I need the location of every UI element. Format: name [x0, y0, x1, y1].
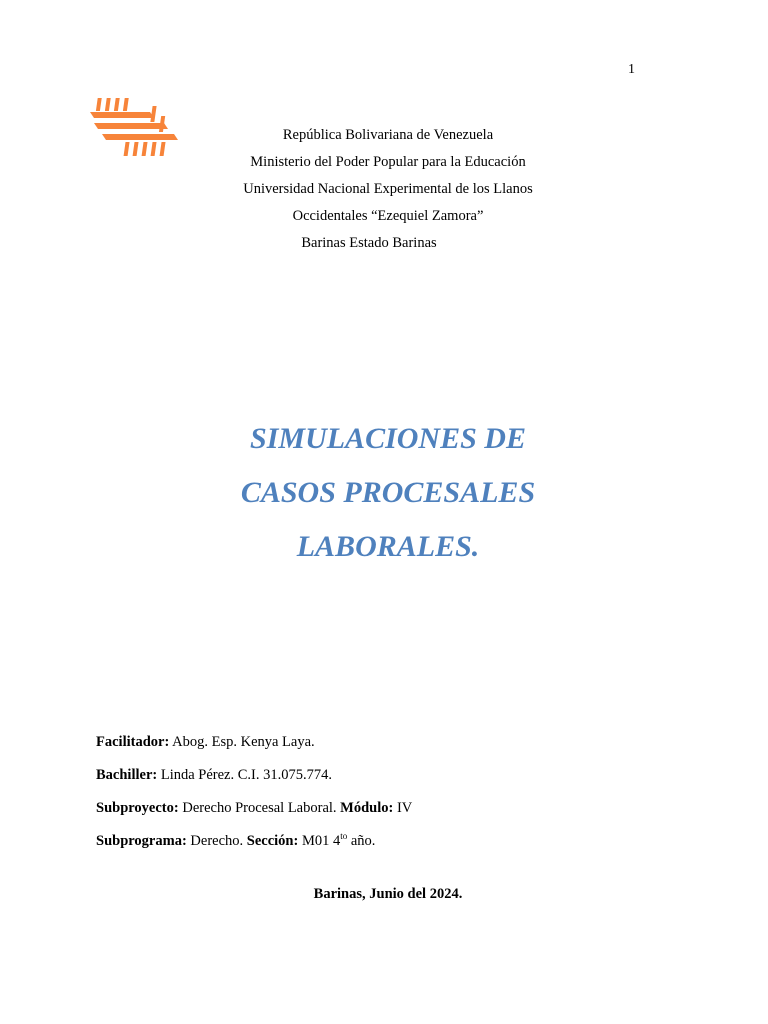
- bachiller-row: [96, 759, 412, 792]
- seccion-suffix: año.: [347, 833, 376, 849]
- subprograma-row: [96, 825, 412, 858]
- subproyecto-value: Derecho Procesal Laboral.: [178, 800, 341, 816]
- header-line-university: Universidad Nacional Experimental de los Llanos: [243, 181, 533, 197]
- facilitador-row: [96, 726, 412, 759]
- bachiller-label: Bachiller:: [96, 767, 158, 783]
- facilitador-value: Abog. Esp. Kenya Laya.: [169, 734, 315, 750]
- modulo-label: Módulo:: [340, 800, 394, 816]
- header-line-republic: República Bolivariana de Venezuela: [282, 127, 494, 143]
- seccion-value: M01 4: [298, 833, 341, 849]
- title-line-2: CASOS PROCESALES: [240, 476, 536, 509]
- title-line-1: SIMULACIONES DE: [250, 422, 526, 455]
- header-line-location: Barinas Estado Barinas: [301, 235, 437, 251]
- seccion-superscript: to: [340, 831, 348, 842]
- place-date: Barinas, Junio del 2024.: [313, 886, 463, 902]
- institution-header: [0, 122, 768, 257]
- title-line-3: LABORALES.: [296, 530, 480, 563]
- author-details: [96, 726, 412, 858]
- document-title: [0, 412, 768, 574]
- header-line-occidentales: Occidentales “Ezequiel Zamora”: [292, 208, 484, 224]
- bachiller-value: Linda Pérez. C.I. 31.075.774.: [157, 767, 332, 783]
- modulo-value: IV: [393, 800, 413, 816]
- page-number: 1: [628, 62, 635, 77]
- subproyecto-label: Subproyecto:: [96, 800, 179, 816]
- subproyecto-row: [96, 792, 412, 825]
- header-line-ministry: Ministerio del Poder Popular para la Educación: [250, 154, 526, 170]
- seccion-label: Sección:: [246, 833, 299, 849]
- subprograma-label: Subprograma:: [96, 833, 187, 849]
- facilitador-label: Facilitador:: [96, 734, 170, 750]
- subprograma-value: Derecho.: [186, 833, 247, 849]
